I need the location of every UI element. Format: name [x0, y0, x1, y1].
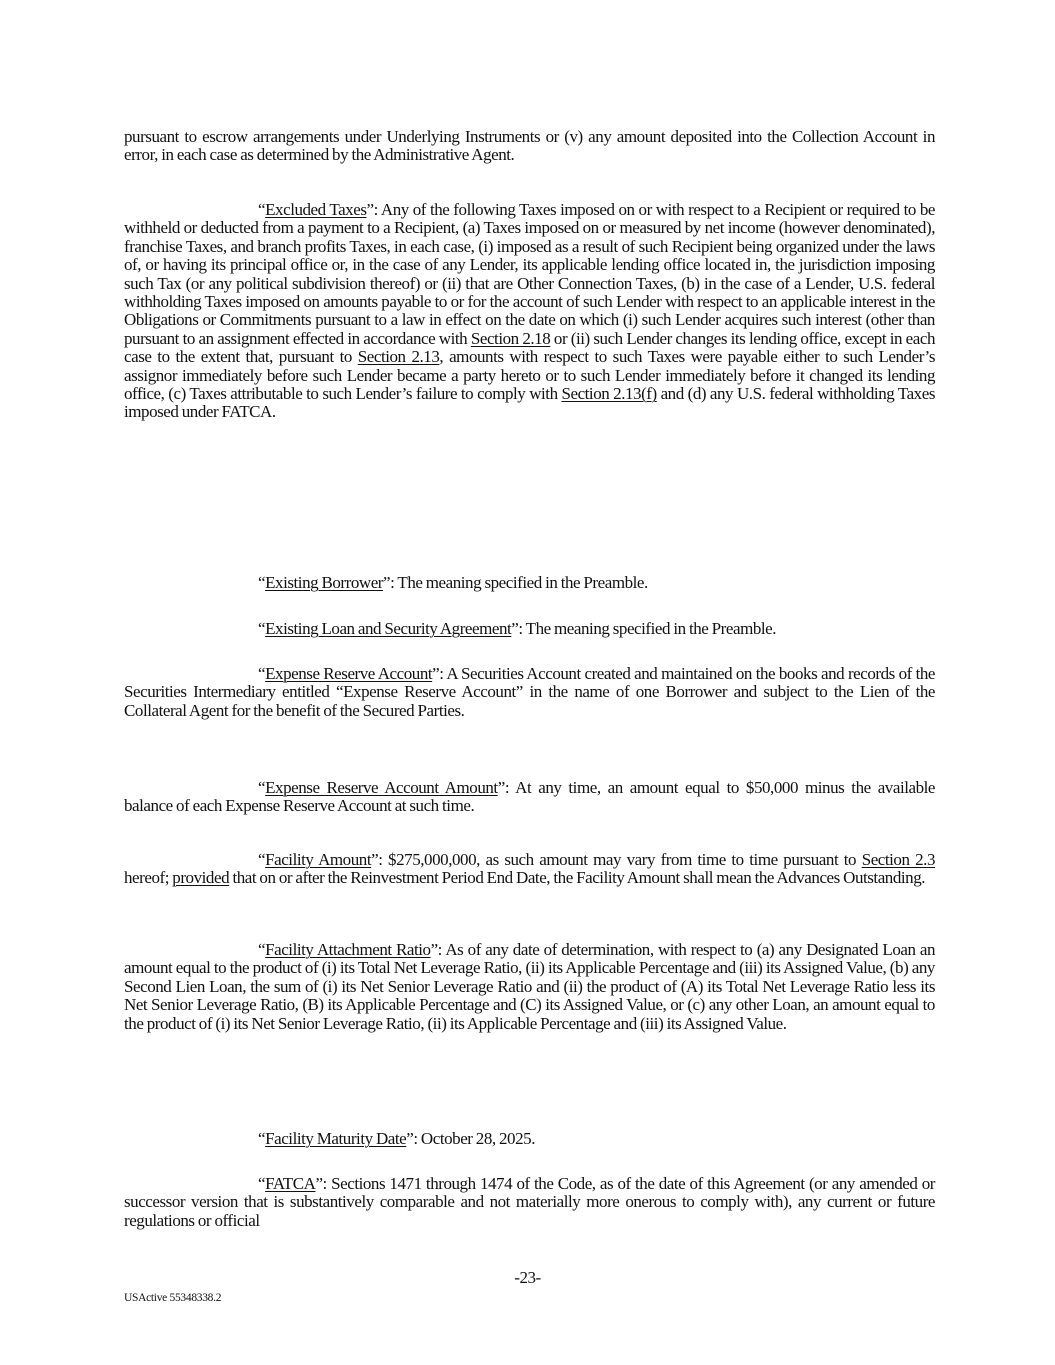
underlined-term: Section 2.3	[861, 850, 935, 869]
definition-expense-reserve-account	[124, 665, 935, 720]
text-run: “	[258, 940, 266, 959]
underlined-term: Expense Reserve Account	[265, 664, 433, 683]
underlined-term: Facility Attachment Ratio	[265, 940, 431, 959]
text-run: pursuant to escrow arrangements under Underlying Instruments or (v) any amount deposited into the Collection Account in error, in each case as determined by the Administrative Agent.	[124, 127, 935, 165]
definition-excluded-taxes	[124, 201, 935, 422]
underlined-term: Existing Borrower	[265, 573, 384, 592]
underlined-term: Section 2.13	[357, 347, 440, 367]
text-run: “	[258, 1174, 266, 1193]
document-id: USActive 55348338.2	[124, 1292, 222, 1304]
text-run: hereof;	[124, 868, 173, 888]
text-run: “	[258, 778, 266, 797]
text-run: that on or after the Reinvestment Period End Date, the Facility Amount shall mean the Advances Outstanding.	[229, 868, 926, 888]
definition-existing-borrower	[124, 574, 935, 592]
text-run: ”: At any time, an amount equal to $50,000 minus the available balance of each Expense Reserve Account at such time.	[124, 778, 936, 816]
underlined-term: Expense Reserve Account Amount	[265, 778, 498, 797]
underlined-term: Existing Loan and Security Agreement	[265, 619, 512, 638]
definition-facility-maturity-date	[124, 1130, 935, 1148]
definition-fatca	[124, 1175, 935, 1230]
text-run: “	[258, 200, 266, 219]
underlined-term: Section 2.18	[470, 328, 551, 348]
text-run: ”: The meaning specified in the Preamble.	[383, 573, 648, 592]
text-run: ”: $275,000,000, as such amount may vary from time to time pursuant to	[371, 850, 862, 869]
text-run: ”: October 28, 2025.	[406, 1129, 536, 1148]
definition-facility-amount	[124, 851, 935, 888]
paragraph-continuation	[124, 128, 935, 165]
text-run: ”: A Securities Account created and maintained on the books and records of the Securities Intermediary entitled “Expense Reserve Account” in the name of one Borrower and subject to the Lien of the Collateral Agent for the benefit of the Secured Parties.	[124, 664, 935, 720]
text-run: “	[258, 619, 266, 638]
underlined-term: provided	[172, 868, 230, 888]
text-run: “	[258, 1129, 266, 1148]
text-run: or (ii) such Lender changes its lending office, except in each case to the extent that, pursuant to	[124, 328, 936, 367]
text-run: , amounts with respect to such Taxes were payable either to such Lender’s assignor immediately before such Lender became a party hereto or to such Lender immediately before it changed its lending office, (c) Taxes attributable to such Lender’s failure to comply with	[124, 347, 935, 404]
text-run: “	[258, 573, 266, 592]
text-run: “	[258, 850, 266, 869]
text-run: “	[258, 664, 266, 683]
underlined-term: Excluded Taxes	[265, 200, 367, 219]
underlined-term: FATCA	[265, 1174, 316, 1193]
text-run: ”: The meaning specified in the Preamble.	[511, 619, 777, 638]
definition-existing-loan-and-security-agreement	[124, 620, 935, 638]
definition-facility-attachment-ratio	[124, 941, 935, 1033]
page-number: -23-	[514, 1268, 541, 1287]
text-run: ”: Any of the following Taxes imposed on or with respect to a Recipient or required to be withheld or deducted from a payment to a Recipient, (a) Taxes imposed on or measured by net income (however denominated), franchise Taxes, and branch profits Taxes, in each case, (i) imposed as a result of such Recipient being organized under the laws of, or having its principal office or, in the case of any Lender, its applicable lending office located in, the jurisdiction imposing such Tax (or any political subdivision thereof) or (ii) that are Other Connection Taxes, (b) in the case of a Lender, U.S. federal withholding Taxes imposed on amounts payable to or for the account of such Lender with respect to an applicable interest in the Obligations or Commitments pursuant to a law in effect on the date on which (i) such Lender acquires such interest (other than pursuant to an assignment effected in accordance with	[124, 200, 935, 348]
definition-expense-reserve-account-amount	[124, 779, 935, 816]
text-run: and (d) any U.S. federal withholding Taxes imposed under FATCA.	[124, 384, 935, 422]
text-run: ”: Sections 1471 through 1474 of the Code, as of the date of this Agreement (or any amended or successor version that is substantively comparable and not materially more onerous to comply with), any current or future regulations or official	[124, 1174, 935, 1230]
text-run: ”: As of any date of determination, with respect to (a) any Designated Loan an amount equal to the product of (i) its Total Net Leverage Ratio, (ii) its Applicable Percentage and (iii) its Assigned Value, (b) any Second Lien Loan, the sum of (i) its Net Senior Leverage Ratio and (ii) the product of (A) its Total Net Leverage Ratio less its Net Senior Leverage Ratio, (B) its Applicable Percentage and (C) its Assigned Value, or (c) any other Loan, an amount equal to the product of (i) its Net Senior Leverage Ratio, (ii) its Applicable Percentage and (iii) its Assigned Value.	[124, 940, 935, 1033]
underlined-term: Facility Maturity Date	[265, 1129, 407, 1148]
underlined-term: Facility Amount	[265, 850, 372, 869]
underlined-term: Section 2.13(f)	[561, 384, 657, 404]
